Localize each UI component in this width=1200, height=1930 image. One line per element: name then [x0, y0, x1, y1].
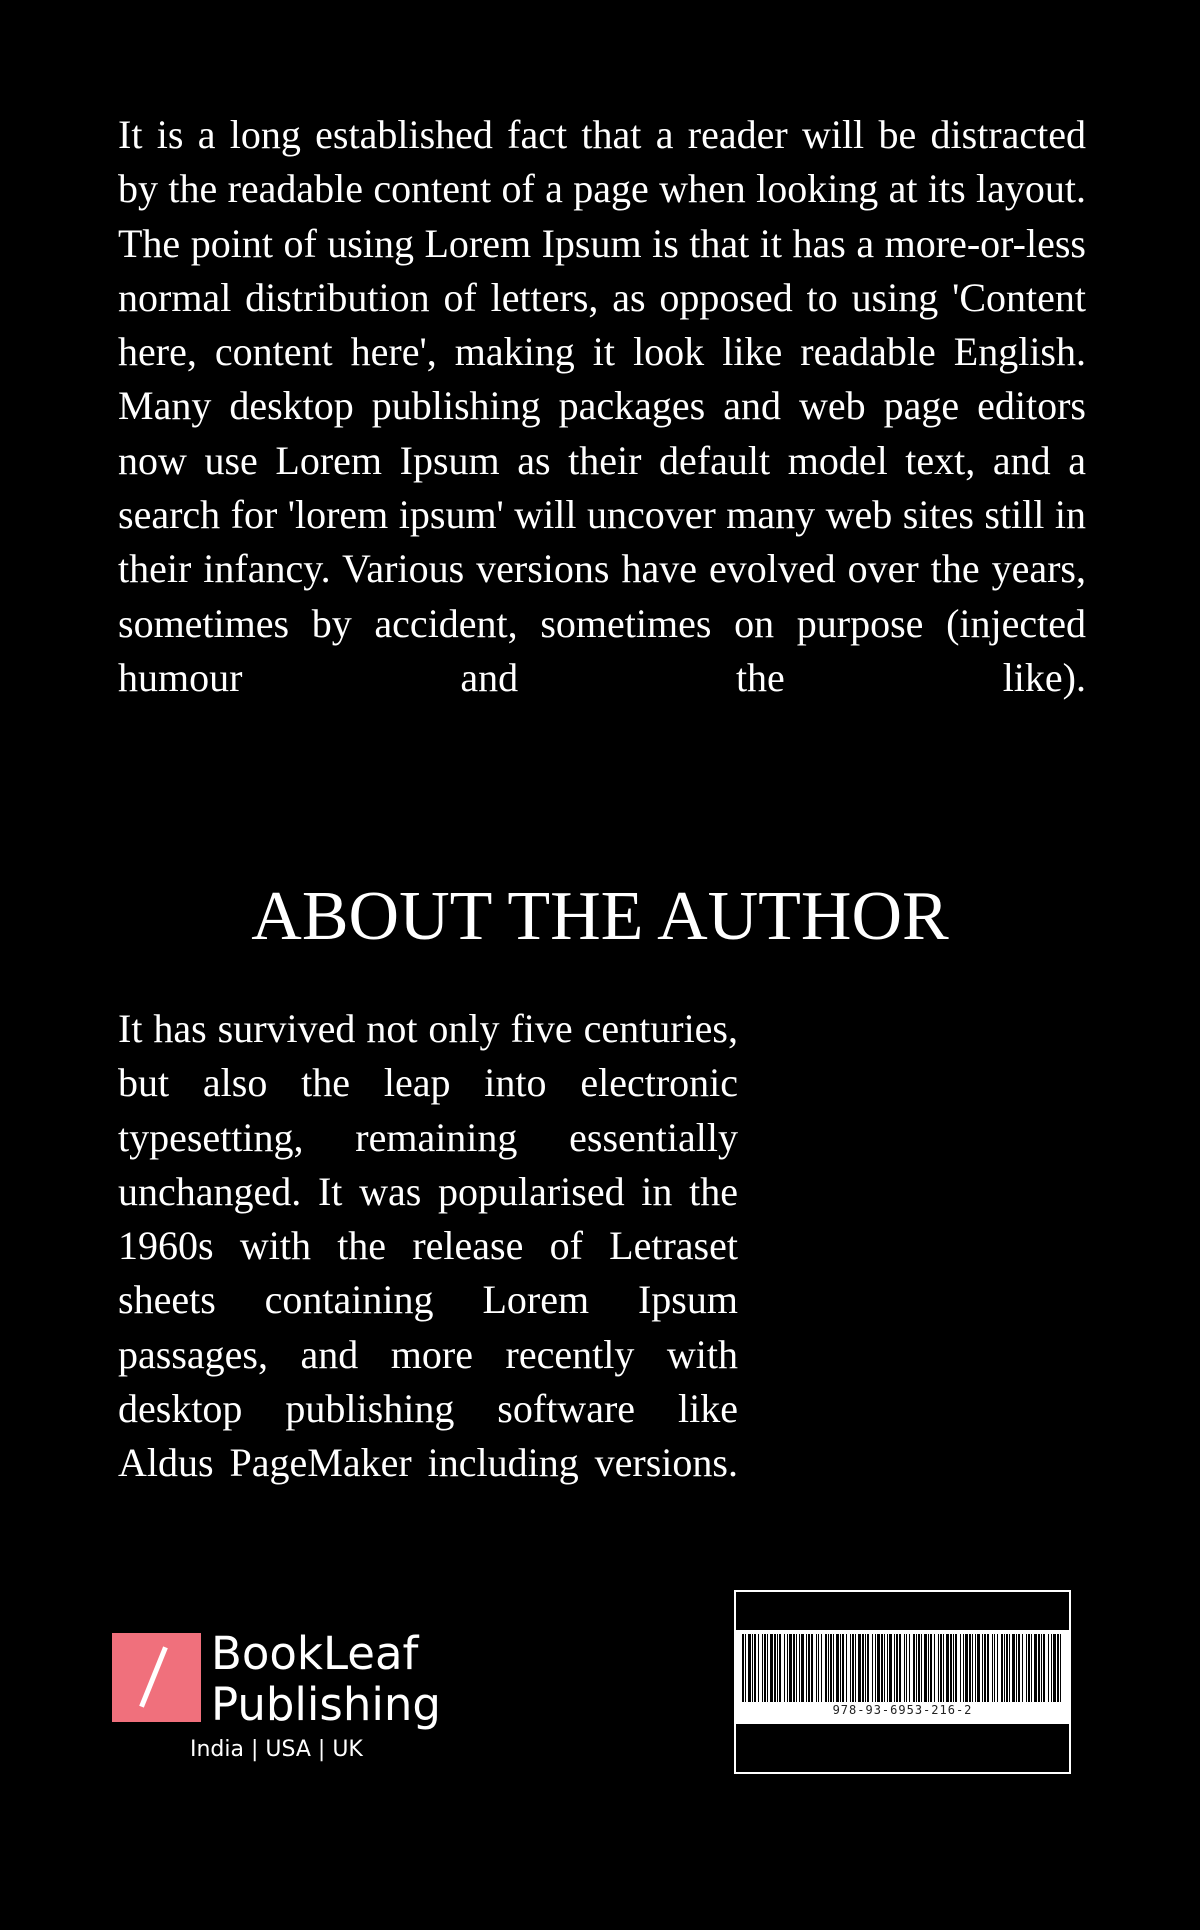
publisher-name-line1: BookLeaf — [211, 1627, 419, 1680]
author-bio: It has survived not only five centuries, but also the leap into electronic typesetting, remaining essentially unchanged. It was popularised in the 1960s with the release of Letraset sheets containing Lorem Ipsum passages, and more recently with desktop publishing software like Aldus PageMaker including versions. — [118, 1006, 738, 1486]
publisher-name-line2: Publishing — [211, 1678, 441, 1731]
back-cover-blurb: It is a long established fact that a reader will be distracted by the readable content of a page when looking at its layout. The point of using Lorem Ipsum is that it has a more-or-less normal distribution of letters, as opposed to using 'Content here, content here', making it look like readable English. Many desktop publishing packages and web page editors now use Lorem Ipsum as their default model text, and a search for 'lorem ipsum' will uncover many web sites still in their infancy. Various versions have evolved over the years, sometimes by accident, sometimes on purpose (injected humour and the like). — [118, 112, 1086, 700]
barcode-panel — [736, 1630, 1069, 1724]
isbn-number: 978-93-6953-216-2 — [832, 1703, 973, 1717]
about-author-heading: ABOUT THE AUTHOR — [251, 878, 949, 955]
barcode-bars — [740, 1634, 1065, 1702]
publisher-logo — [112, 1628, 452, 1778]
slash-icon — [112, 1633, 201, 1722]
isbn-barcode — [734, 1590, 1071, 1774]
publisher-name — [211, 1628, 441, 1730]
publisher-regions: India | USA | UK — [190, 1737, 363, 1762]
